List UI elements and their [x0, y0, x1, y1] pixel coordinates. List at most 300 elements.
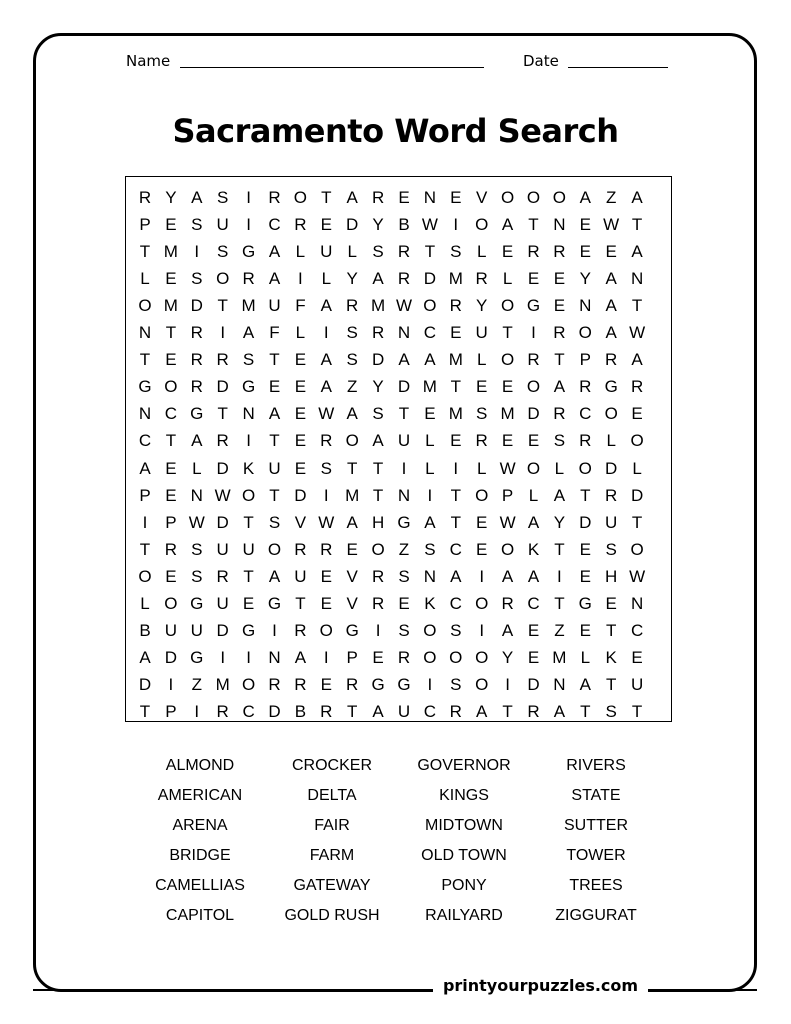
- grid-letter[interactable]: T: [450, 485, 461, 505]
- grid-letter[interactable]: T: [269, 485, 280, 505]
- grid-letter[interactable]: R: [294, 621, 307, 641]
- grid-letter[interactable]: R: [190, 323, 203, 342]
- grid-letter[interactable]: E: [631, 648, 643, 668]
- grid-letter[interactable]: I: [142, 512, 148, 532]
- grid-letter[interactable]: F: [269, 323, 280, 342]
- grid-letter[interactable]: O: [267, 539, 282, 559]
- grid-letter[interactable]: T: [528, 214, 539, 234]
- grid-letter[interactable]: E: [476, 377, 488, 397]
- grid-letter[interactable]: G: [526, 295, 541, 315]
- grid-letter[interactable]: S: [424, 539, 436, 559]
- grid-letter[interactable]: N: [630, 268, 644, 288]
- grid-letter[interactable]: T: [165, 431, 177, 451]
- grid-letter[interactable]: T: [346, 702, 358, 722]
- grid-letter[interactable]: N: [397, 323, 411, 342]
- grid-letter[interactable]: U: [164, 621, 178, 641]
- grid-letter[interactable]: U: [216, 214, 229, 234]
- grid-letter[interactable]: L: [476, 241, 487, 261]
- grid-letter[interactable]: Y: [476, 295, 488, 315]
- grid-letter[interactable]: Y: [372, 377, 384, 397]
- grid-letter[interactable]: O: [293, 187, 307, 207]
- grid-letter[interactable]: I: [246, 648, 251, 668]
- grid-letter[interactable]: E: [501, 431, 514, 451]
- grid-letter[interactable]: D: [397, 377, 411, 397]
- grid-letter[interactable]: E: [294, 377, 307, 397]
- grid-letter[interactable]: S: [346, 350, 358, 370]
- grid-letter[interactable]: A: [191, 431, 203, 451]
- grid-letter[interactable]: R: [605, 350, 618, 370]
- grid-letter[interactable]: E: [579, 241, 591, 261]
- grid-letter[interactable]: E: [579, 566, 591, 586]
- grid-letter[interactable]: U: [630, 675, 644, 695]
- grid-letter[interactable]: E: [527, 268, 540, 288]
- grid-letter[interactable]: E: [242, 594, 255, 613]
- grid-letter[interactable]: R: [371, 187, 385, 207]
- grid-letter[interactable]: U: [242, 539, 255, 559]
- grid-letter[interactable]: W: [629, 566, 646, 586]
- grid-letter[interactable]: E: [450, 431, 462, 451]
- grid-letter[interactable]: R: [397, 268, 411, 288]
- grid-letter[interactable]: W: [499, 458, 516, 478]
- grid-letter[interactable]: T: [502, 702, 513, 722]
- grid-letter[interactable]: T: [554, 594, 565, 613]
- grid-letter[interactable]: E: [165, 458, 177, 478]
- grid-letter[interactable]: V: [346, 566, 358, 586]
- grid-letter[interactable]: G: [345, 621, 359, 641]
- grid-letter[interactable]: R: [320, 539, 333, 559]
- grid-letter[interactable]: I: [194, 241, 200, 261]
- grid-letter[interactable]: L: [476, 350, 487, 370]
- grid-letter[interactable]: T: [217, 404, 228, 424]
- grid-letter[interactable]: R: [527, 350, 540, 370]
- grid-letter[interactable]: G: [604, 377, 618, 397]
- grid-letter[interactable]: G: [397, 675, 411, 695]
- grid-letter[interactable]: I: [401, 458, 407, 478]
- grid-letter[interactable]: E: [476, 512, 488, 532]
- grid-letter[interactable]: E: [320, 214, 332, 234]
- grid-letter[interactable]: A: [605, 295, 617, 315]
- grid-letter[interactable]: W: [318, 512, 335, 532]
- grid-letter[interactable]: A: [424, 350, 436, 370]
- grid-letter[interactable]: E: [501, 377, 514, 397]
- grid-letter[interactable]: M: [500, 404, 515, 424]
- grid-letter[interactable]: T: [139, 539, 151, 559]
- grid-letter[interactable]: R: [501, 594, 514, 613]
- grid-letter[interactable]: L: [554, 458, 565, 478]
- grid-letter[interactable]: S: [605, 539, 617, 559]
- grid-letter[interactable]: R: [216, 702, 229, 722]
- grid-letter[interactable]: R: [527, 241, 540, 261]
- grid-letter[interactable]: K: [527, 539, 540, 559]
- grid-letter[interactable]: T: [554, 350, 565, 370]
- grid-letter[interactable]: O: [371, 539, 385, 559]
- grid-letter[interactable]: I: [505, 675, 510, 695]
- grid-letter[interactable]: U: [190, 621, 203, 641]
- grid-letter[interactable]: E: [165, 485, 177, 505]
- grid-letter[interactable]: W: [395, 295, 413, 315]
- grid-letter[interactable]: R: [164, 539, 178, 559]
- grid-letter[interactable]: F: [295, 295, 306, 315]
- grid-letter[interactable]: R: [320, 431, 333, 451]
- grid-letter[interactable]: A: [579, 675, 591, 695]
- grid-letter[interactable]: O: [138, 566, 152, 586]
- grid-letter[interactable]: M: [448, 268, 463, 288]
- grid-letter[interactable]: L: [476, 458, 487, 478]
- grid-letter[interactable]: N: [190, 485, 203, 505]
- grid-letter[interactable]: I: [194, 702, 200, 722]
- grid-letter[interactable]: A: [476, 702, 488, 722]
- grid-letter[interactable]: R: [579, 377, 592, 397]
- grid-letter[interactable]: R: [475, 431, 488, 451]
- grid-letter[interactable]: R: [190, 377, 203, 397]
- grid-letter[interactable]: V: [346, 594, 358, 613]
- grid-letter[interactable]: T: [269, 350, 280, 370]
- grid-letter[interactable]: Z: [554, 621, 565, 641]
- grid-letter[interactable]: L: [580, 648, 591, 668]
- grid-letter[interactable]: N: [579, 295, 592, 315]
- grid-letter[interactable]: O: [475, 648, 489, 668]
- grid-letter[interactable]: M: [422, 377, 437, 397]
- grid-letter[interactable]: D: [216, 377, 229, 397]
- grid-letter[interactable]: A: [553, 377, 566, 397]
- grid-letter[interactable]: R: [268, 187, 281, 207]
- grid-letter[interactable]: R: [216, 350, 229, 370]
- grid-letter[interactable]: C: [527, 594, 540, 613]
- grid-letter[interactable]: E: [450, 323, 462, 342]
- grid-letter[interactable]: S: [217, 187, 229, 207]
- grid-letter[interactable]: R: [294, 675, 307, 695]
- grid-letter[interactable]: D: [423, 268, 437, 288]
- grid-letter[interactable]: T: [631, 214, 643, 234]
- grid-letter[interactable]: K: [424, 594, 436, 613]
- grid-letter[interactable]: A: [631, 241, 643, 261]
- grid-letter[interactable]: Y: [372, 214, 384, 234]
- grid-letter[interactable]: H: [605, 566, 618, 586]
- grid-letter[interactable]: T: [139, 350, 151, 370]
- grid-letter[interactable]: S: [450, 621, 462, 641]
- grid-letter[interactable]: A: [268, 268, 281, 288]
- grid-letter[interactable]: W: [421, 214, 438, 234]
- grid-letter[interactable]: N: [268, 648, 281, 668]
- grid-letter[interactable]: M: [448, 350, 463, 370]
- grid-letter[interactable]: G: [241, 621, 256, 641]
- grid-letter[interactable]: L: [502, 268, 513, 288]
- grid-letter[interactable]: W: [629, 323, 646, 342]
- grid-letter[interactable]: I: [557, 566, 562, 586]
- grid-letter[interactable]: Z: [605, 187, 617, 207]
- grid-letter[interactable]: S: [398, 566, 410, 586]
- grid-letter[interactable]: A: [450, 566, 462, 586]
- grid-letter[interactable]: S: [346, 323, 358, 342]
- grid-letter[interactable]: G: [241, 241, 256, 261]
- grid-letter[interactable]: W: [499, 512, 516, 532]
- grid-letter[interactable]: A: [605, 268, 617, 288]
- grid-letter[interactable]: S: [553, 431, 566, 451]
- grid-letter[interactable]: L: [295, 241, 306, 261]
- grid-letter[interactable]: G: [190, 594, 204, 613]
- grid-letter[interactable]: K: [605, 648, 617, 668]
- grid-letter[interactable]: T: [605, 675, 617, 695]
- grid-letter[interactable]: U: [268, 458, 281, 478]
- grid-letter[interactable]: O: [630, 431, 644, 451]
- grid-letter[interactable]: T: [554, 539, 565, 559]
- grid-letter[interactable]: D: [630, 485, 644, 505]
- grid-letter[interactable]: D: [294, 485, 307, 505]
- grid-letter[interactable]: A: [191, 187, 203, 207]
- grid-letter[interactable]: U: [397, 702, 411, 722]
- grid-letter[interactable]: R: [216, 431, 229, 451]
- grid-letter[interactable]: L: [528, 485, 539, 505]
- grid-letter[interactable]: Y: [165, 187, 177, 207]
- grid-letter[interactable]: T: [295, 594, 306, 613]
- grid-letter[interactable]: A: [320, 377, 332, 397]
- grid-letter[interactable]: T: [243, 512, 254, 532]
- grid-letter[interactable]: E: [527, 431, 540, 451]
- grid-letter[interactable]: T: [580, 485, 591, 505]
- grid-letter[interactable]: A: [268, 404, 281, 424]
- grid-letter[interactable]: A: [501, 214, 514, 234]
- grid-letter[interactable]: U: [605, 512, 618, 532]
- grid-letter[interactable]: I: [246, 214, 251, 234]
- grid-letter[interactable]: V: [476, 187, 488, 207]
- grid-letter[interactable]: R: [553, 241, 566, 261]
- grid-letter[interactable]: P: [501, 485, 514, 505]
- grid-letter[interactable]: A: [346, 512, 358, 532]
- grid-letter[interactable]: B: [294, 702, 307, 722]
- grid-letter[interactable]: A: [527, 566, 540, 586]
- grid-letter[interactable]: O: [500, 295, 515, 315]
- grid-letter[interactable]: P: [139, 214, 151, 234]
- grid-letter[interactable]: R: [371, 566, 385, 586]
- grid-letter[interactable]: D: [527, 404, 540, 424]
- grid-letter[interactable]: U: [216, 594, 229, 613]
- grid-letter[interactable]: I: [323, 323, 329, 342]
- grid-letter[interactable]: E: [631, 404, 643, 424]
- grid-letter[interactable]: L: [632, 458, 642, 478]
- grid-letter[interactable]: G: [190, 648, 204, 668]
- grid-letter[interactable]: A: [346, 404, 358, 424]
- grid-letter[interactable]: Z: [191, 675, 202, 695]
- grid-letter[interactable]: O: [475, 594, 489, 613]
- grid-letter[interactable]: G: [397, 512, 411, 532]
- grid-letter[interactable]: E: [294, 431, 307, 451]
- grid-letter[interactable]: O: [164, 594, 178, 613]
- grid-letter[interactable]: S: [372, 241, 384, 261]
- grid-letter[interactable]: T: [321, 187, 332, 207]
- grid-letter[interactable]: D: [216, 621, 229, 641]
- grid-letter[interactable]: A: [139, 458, 151, 478]
- grid-letter[interactable]: K: [242, 458, 255, 478]
- grid-letter[interactable]: M: [371, 295, 386, 315]
- grid-letter[interactable]: E: [398, 187, 410, 207]
- grid-letter[interactable]: O: [138, 295, 152, 315]
- grid-letter[interactable]: D: [216, 458, 229, 478]
- grid-letter[interactable]: H: [371, 512, 385, 532]
- grid-letter[interactable]: S: [191, 214, 203, 234]
- grid-letter[interactable]: E: [450, 187, 462, 207]
- grid-letter[interactable]: T: [269, 431, 280, 451]
- grid-letter[interactable]: A: [398, 350, 410, 370]
- grid-letter[interactable]: R: [553, 323, 566, 342]
- grid-letter[interactable]: M: [448, 404, 463, 424]
- grid-letter[interactable]: O: [526, 377, 541, 397]
- grid-letter[interactable]: I: [375, 621, 381, 641]
- grid-letter[interactable]: A: [346, 187, 358, 207]
- grid-letter[interactable]: I: [298, 268, 303, 288]
- grid-letter[interactable]: S: [217, 241, 229, 261]
- grid-letter[interactable]: E: [165, 350, 177, 370]
- grid-letter[interactable]: L: [425, 431, 435, 451]
- grid-letter[interactable]: C: [423, 323, 437, 342]
- grid-letter[interactable]: U: [294, 566, 307, 586]
- grid-letter[interactable]: G: [190, 404, 204, 424]
- grid-letter[interactable]: E: [424, 404, 436, 424]
- grid-letter[interactable]: N: [553, 214, 566, 234]
- grid-letter[interactable]: D: [346, 214, 359, 234]
- grid-letter[interactable]: C: [579, 404, 592, 424]
- grid-letter[interactable]: L: [606, 431, 616, 451]
- grid-letter[interactable]: B: [398, 214, 410, 234]
- grid-letter[interactable]: I: [427, 675, 433, 695]
- grid-letter[interactable]: C: [630, 621, 644, 641]
- grid-letter[interactable]: E: [165, 214, 177, 234]
- grid-letter[interactable]: O: [578, 458, 592, 478]
- grid-letter[interactable]: L: [347, 241, 357, 261]
- grid-letter[interactable]: O: [423, 648, 437, 668]
- grid-letter[interactable]: A: [372, 702, 384, 722]
- grid-letter[interactable]: R: [216, 566, 229, 586]
- grid-letter[interactable]: S: [191, 539, 203, 559]
- grid-letter[interactable]: O: [423, 621, 437, 641]
- grid-letter[interactable]: P: [165, 512, 177, 532]
- grid-letter[interactable]: W: [603, 214, 620, 234]
- grid-letter[interactable]: M: [163, 241, 178, 261]
- grid-letter[interactable]: L: [295, 323, 306, 342]
- grid-letter[interactable]: L: [192, 458, 202, 478]
- grid-letter[interactable]: O: [319, 621, 333, 641]
- grid-letter[interactable]: I: [246, 187, 251, 207]
- grid-letter[interactable]: I: [168, 675, 174, 695]
- grid-letter[interactable]: L: [425, 458, 435, 478]
- grid-letter[interactable]: A: [320, 295, 332, 315]
- grid-letter[interactable]: E: [294, 404, 307, 424]
- grid-letter[interactable]: E: [553, 268, 566, 288]
- grid-letter[interactable]: P: [579, 350, 591, 370]
- grid-letter[interactable]: L: [140, 268, 150, 288]
- grid-letter[interactable]: N: [423, 187, 437, 207]
- grid-letter[interactable]: R: [475, 268, 488, 288]
- grid-letter[interactable]: I: [427, 485, 433, 505]
- grid-letter[interactable]: R: [553, 404, 566, 424]
- grid-letter[interactable]: O: [500, 539, 515, 559]
- grid-letter[interactable]: T: [243, 566, 254, 586]
- grid-letter[interactable]: I: [323, 485, 329, 505]
- grid-letter[interactable]: D: [190, 295, 203, 315]
- grid-letter[interactable]: I: [453, 458, 459, 478]
- grid-letter[interactable]: N: [630, 594, 644, 613]
- grid-letter[interactable]: E: [268, 377, 281, 397]
- grid-letter[interactable]: O: [578, 323, 592, 342]
- grid-letter[interactable]: U: [268, 295, 281, 315]
- grid-letter[interactable]: S: [450, 241, 462, 261]
- grid-letter[interactable]: A: [553, 702, 566, 722]
- grid-letter[interactable]: A: [139, 648, 151, 668]
- grid-letter[interactable]: A: [424, 512, 436, 532]
- grid-letter[interactable]: O: [216, 268, 230, 288]
- grid-letter[interactable]: E: [372, 648, 384, 668]
- grid-letter[interactable]: E: [527, 621, 540, 641]
- grid-letter[interactable]: U: [475, 323, 488, 342]
- grid-letter[interactable]: S: [320, 458, 332, 478]
- grid-letter[interactable]: O: [604, 404, 618, 424]
- grid-letter[interactable]: I: [479, 566, 485, 586]
- grid-letter[interactable]: T: [372, 485, 384, 505]
- grid-letter[interactable]: G: [371, 675, 385, 695]
- grid-letter[interactable]: O: [500, 187, 515, 207]
- grid-letter[interactable]: A: [320, 350, 332, 370]
- grid-letter[interactable]: O: [449, 648, 463, 668]
- grid-letter[interactable]: W: [188, 512, 205, 532]
- grid-letter[interactable]: R: [268, 675, 281, 695]
- grid-letter[interactable]: E: [579, 214, 591, 234]
- grid-letter[interactable]: C: [449, 539, 462, 559]
- grid-letter[interactable]: R: [605, 485, 618, 505]
- grid-letter[interactable]: Y: [346, 268, 358, 288]
- grid-letter[interactable]: C: [423, 702, 437, 722]
- grid-letter[interactable]: R: [397, 241, 411, 261]
- grid-letter[interactable]: I: [272, 621, 277, 641]
- grid-letter[interactable]: R: [294, 214, 307, 234]
- grid-letter[interactable]: A: [605, 323, 617, 342]
- grid-letter[interactable]: N: [553, 675, 566, 695]
- grid-letter[interactable]: Y: [501, 648, 514, 668]
- grid-letter[interactable]: T: [372, 458, 384, 478]
- grid-letter[interactable]: D: [371, 350, 385, 370]
- grid-letter[interactable]: N: [242, 404, 255, 424]
- grid-letter[interactable]: S: [398, 621, 410, 641]
- grid-letter[interactable]: E: [398, 594, 410, 613]
- grid-letter[interactable]: O: [552, 187, 566, 207]
- grid-letter[interactable]: T: [631, 512, 643, 532]
- grid-letter[interactable]: D: [268, 702, 281, 722]
- grid-letter[interactable]: D: [138, 675, 152, 695]
- grid-letter[interactable]: E: [294, 458, 307, 478]
- grid-letter[interactable]: A: [372, 268, 384, 288]
- grid-letter[interactable]: D: [527, 675, 540, 695]
- grid-letter[interactable]: C: [449, 594, 462, 613]
- grid-letter[interactable]: G: [241, 377, 256, 397]
- grid-letter[interactable]: O: [526, 187, 541, 207]
- grid-letter[interactable]: E: [553, 295, 566, 315]
- grid-letter[interactable]: L: [321, 268, 332, 288]
- grid-letter[interactable]: D: [164, 648, 178, 668]
- grid-letter[interactable]: T: [502, 323, 513, 342]
- grid-letter[interactable]: R: [294, 539, 307, 559]
- grid-letter[interactable]: E: [320, 675, 332, 695]
- grid-letter[interactable]: N: [138, 404, 152, 424]
- grid-letter[interactable]: M: [552, 648, 567, 668]
- grid-letter[interactable]: E: [320, 594, 332, 613]
- grid-letter[interactable]: R: [346, 675, 359, 695]
- grid-letter[interactable]: I: [479, 621, 485, 641]
- grid-letter[interactable]: R: [371, 594, 385, 613]
- grid-letter[interactable]: M: [163, 295, 178, 315]
- grid-letter[interactable]: O: [475, 485, 489, 505]
- grid-letter[interactable]: L: [140, 594, 150, 613]
- grid-letter[interactable]: Y: [553, 512, 566, 532]
- grid-letter[interactable]: A: [579, 187, 591, 207]
- grid-letter[interactable]: P: [139, 485, 151, 505]
